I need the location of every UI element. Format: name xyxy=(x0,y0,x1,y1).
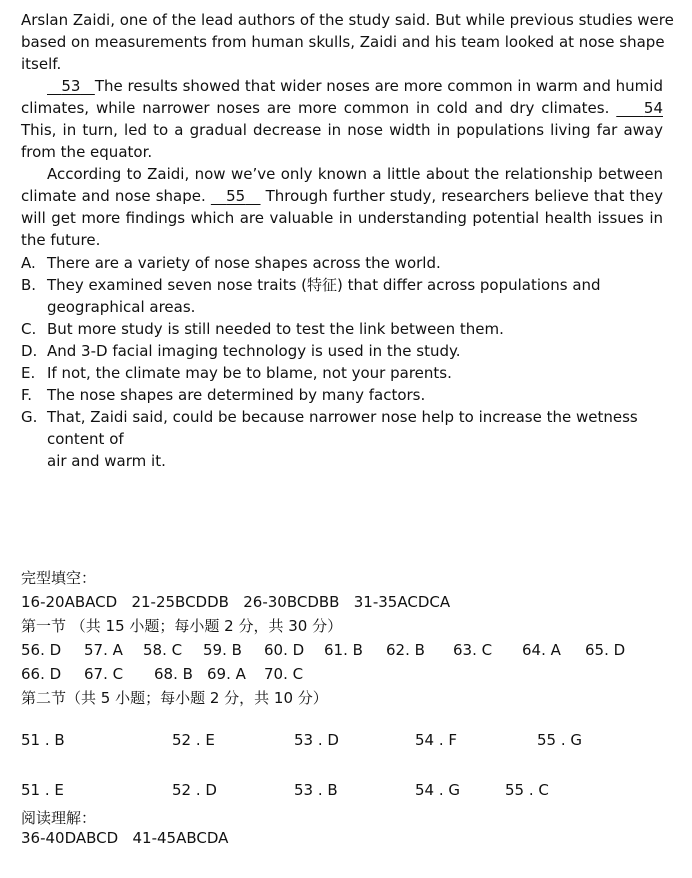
answer-cell: 51 . B xyxy=(21,731,65,749)
answer-cell: 70. C xyxy=(264,665,304,683)
answer-cell: 56. D xyxy=(21,641,62,659)
option-g: G. That, Zaidi said, could be because narrower nose help to increase the wetness xyxy=(21,408,638,426)
passage-line xyxy=(47,75,663,97)
answer-cell: 67. C xyxy=(84,665,124,683)
answer-cell: 51 . E xyxy=(21,781,64,799)
passage-line: itself. xyxy=(21,55,62,73)
answer-cell: 54 . G xyxy=(415,781,461,799)
answer-cell: 62. B xyxy=(386,641,425,659)
answer-cell: 58. C xyxy=(143,641,183,659)
passage-text: climate and nose shape. xyxy=(21,187,206,205)
option-c: C. But more study is still needed to test the link between them. xyxy=(21,320,504,338)
answer-cell: 53 . B xyxy=(294,781,338,799)
blank-54: 54 xyxy=(643,99,663,117)
answer-cell: 60. D xyxy=(264,641,305,659)
passage-line: Arslan Zaidi, one of the lead authors of the study said. But while previous studies were xyxy=(21,11,674,29)
section2-heading: 第二节（共 5 小题；每小题 2 分，共 10 分） xyxy=(21,689,328,707)
passage-line: will get more findings which are valuable in understanding potential health issues in xyxy=(21,209,663,227)
passage-line xyxy=(21,97,663,119)
option-b: B. They examined seven nose traits (特征) that differ across populations and xyxy=(21,276,601,294)
answer-cell: 61. B xyxy=(324,641,363,659)
answer-cell: 54 . F xyxy=(415,731,458,749)
answer-cell: 65. D xyxy=(585,641,626,659)
blank-53: 53 xyxy=(61,77,81,95)
answer-cell: 52 . D xyxy=(172,781,217,799)
option-e: E. If not, the climate may be to blame, not your parents. xyxy=(21,364,452,382)
answer-cell: 68. B xyxy=(154,665,193,683)
reading-heading: 阅读理解： xyxy=(21,809,97,827)
answer-cell: 59. B xyxy=(203,641,242,659)
cloze-heading: 完型填空： xyxy=(21,569,97,587)
option-g-continued: air and warm it. xyxy=(47,452,166,470)
passage-text: The results showed that wider noses are more common in warm and humid xyxy=(94,77,663,95)
passage-line: from the equator. xyxy=(21,143,153,161)
option-f: F. The nose shapes are determined by many factors. xyxy=(21,386,426,404)
option-b-continued: geographical areas. xyxy=(47,298,196,316)
blank-55: 55 xyxy=(226,187,246,205)
passage-line: based on measurements from human skulls, Zaidi and his team looked at nose shape xyxy=(21,33,665,51)
passage-text: Through further study, researchers believe that they xyxy=(265,187,663,205)
passage-line: This, in turn, led to a gradual decrease in nose width in populations living far away xyxy=(21,121,663,139)
cloze-answers: 16-20ABACD 21-25BCDDB 26-30BCDBB 31-35ACDCA xyxy=(21,593,451,611)
passage-line xyxy=(21,185,663,207)
passage-line: the future. xyxy=(21,231,101,249)
answer-cell: 53 . D xyxy=(294,731,339,749)
option-d: D. And 3-D facial imaging technology is used in the study. xyxy=(21,342,461,360)
answer-cell: 66. D xyxy=(21,665,62,683)
answer-cell: 57. A xyxy=(84,641,123,659)
answer-cell: 69. A xyxy=(207,665,246,683)
option-a: A. There are a variety of nose shapes across the world. xyxy=(21,254,441,272)
answer-cell: 55 . C xyxy=(505,781,549,799)
answer-cell: 55 . G xyxy=(537,731,583,749)
passage-text: climates, while narrower noses are more common in cold and dry climates. xyxy=(21,99,610,117)
reading-answers: 36-40DABCD 41-45ABCDA xyxy=(21,829,229,847)
answer-cell: 64. A xyxy=(522,641,561,659)
passage-line: According to Zaidi, now we’ve only known a little about the relationship between xyxy=(47,165,663,183)
section1-heading: 第一节 （共 15 小题；每小题 2 分，共 30 分） xyxy=(21,617,343,635)
answer-cell: 63. C xyxy=(453,641,493,659)
option-g-continued: content of xyxy=(47,430,124,448)
answer-cell: 52 . E xyxy=(172,731,215,749)
